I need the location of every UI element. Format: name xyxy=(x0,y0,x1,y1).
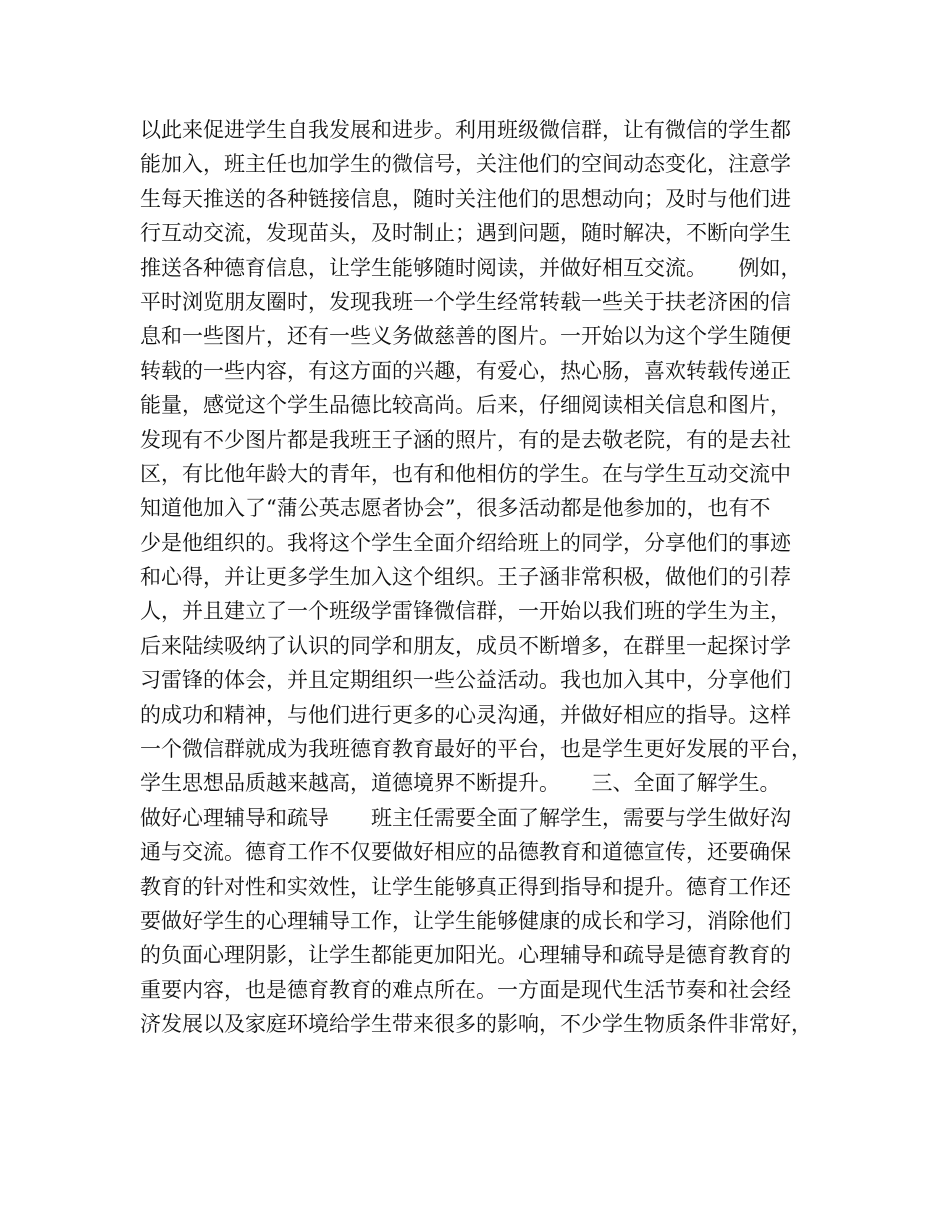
text-line: 转载的一些内容，有这方面的兴趣，有爱心，热心肠，喜欢转载传递正 xyxy=(140,358,791,383)
text-line: 教育的针对性和实效性，让学生能够真正得到指导和提升。德育工作还 xyxy=(140,874,791,899)
text-line: 平时浏览朋友圈时，发现我班一个学生经常转载一些关于扶老济困的信 xyxy=(140,289,791,314)
text-line: 通与交流。德育工作不仅要做好相应的品德教育和道德宣传，还要确保 xyxy=(140,840,791,865)
text-line: 能量，感觉这个学生品德比较高尚。后来，仔细阅读相关信息和图片， xyxy=(140,393,791,418)
text-line: 人，并且建立了一个班级学雷锋微信群，一开始以我们班的学生为主， xyxy=(140,599,791,624)
text-line: 习雷锋的体会，并且定期组织一些公益活动。我也加入其中，分享他们 xyxy=(140,668,791,693)
text-line: 少是他组织的。我将这个学生全面介绍给班上的同学，分享他们的事迹 xyxy=(140,530,791,555)
text-line: 行互动交流，发现苗头，及时制止；遇到问题，随时解决，不断向学生 xyxy=(140,221,791,246)
text-line: 一个微信群就成为我班德育教育最好的平台，也是学生更好发展的平台， xyxy=(140,737,812,762)
text-line: 做好心理辅导和疏导 班主任需要全面了解学生，需要与学生做好沟 xyxy=(140,805,791,830)
text-line: 的负面心理阴影，让学生都能更加阳光。心理辅导和疏导是德育教育的 xyxy=(140,943,791,968)
text-line: 能加入，班主任也加学生的微信号，关注他们的空间动态变化，注意学 xyxy=(140,152,791,177)
text-line: 推送各种德育信息，让学生能够随时阅读，并做好相互交流。 例如， xyxy=(140,255,802,280)
text-line: 的成功和精神，与他们进行更多的心灵沟通，并做好相应的指导。这样 xyxy=(140,702,791,727)
text-line: 重要内容，也是德育教育的难点所在。一方面是现代生活节奏和社会经 xyxy=(140,977,791,1002)
text-line: 发现有不少图片都是我班王子涵的照片，有的是去敬老院，有的是去社 xyxy=(140,427,791,452)
text-line: 知道他加入了“蒲公英志愿者协会”，很多活动都是他参加的，也有不 xyxy=(140,496,771,521)
text-line: 后来陆续吸纳了认识的同学和朋友，成员不断增多，在群里一起探讨学 xyxy=(140,633,791,658)
text-line: 区，有比他年龄大的青年，也有和他相仿的学生。在与学生互动交流中 xyxy=(140,461,791,486)
text-line: 学生思想品质越来越高，道德境界不断提升。 三、全面了解学生。 xyxy=(140,771,781,796)
text-line: 要做好学生的心理辅导工作，让学生能够健康的成长和学习，消除他们 xyxy=(140,908,791,933)
body-text xyxy=(140,113,840,1042)
text-line: 济发展以及家庭环境给学生带来很多的影响，不少学生物质条件非常好， xyxy=(140,1012,812,1037)
text-line: 和心得，并让更多学生加入这个组织。王子涵非常积极，做他们的引荐 xyxy=(140,565,791,590)
text-line: 息和一些图片，还有一些义务做慈善的图片。一开始以为这个学生随便 xyxy=(140,324,791,349)
text-line: 生每天推送的各种链接信息，随时关注他们的思想动向；及时与他们进 xyxy=(140,186,791,211)
text-line: 以此来促进学生自我发展和进步。利用班级微信群，让有微信的学生都 xyxy=(140,118,791,142)
